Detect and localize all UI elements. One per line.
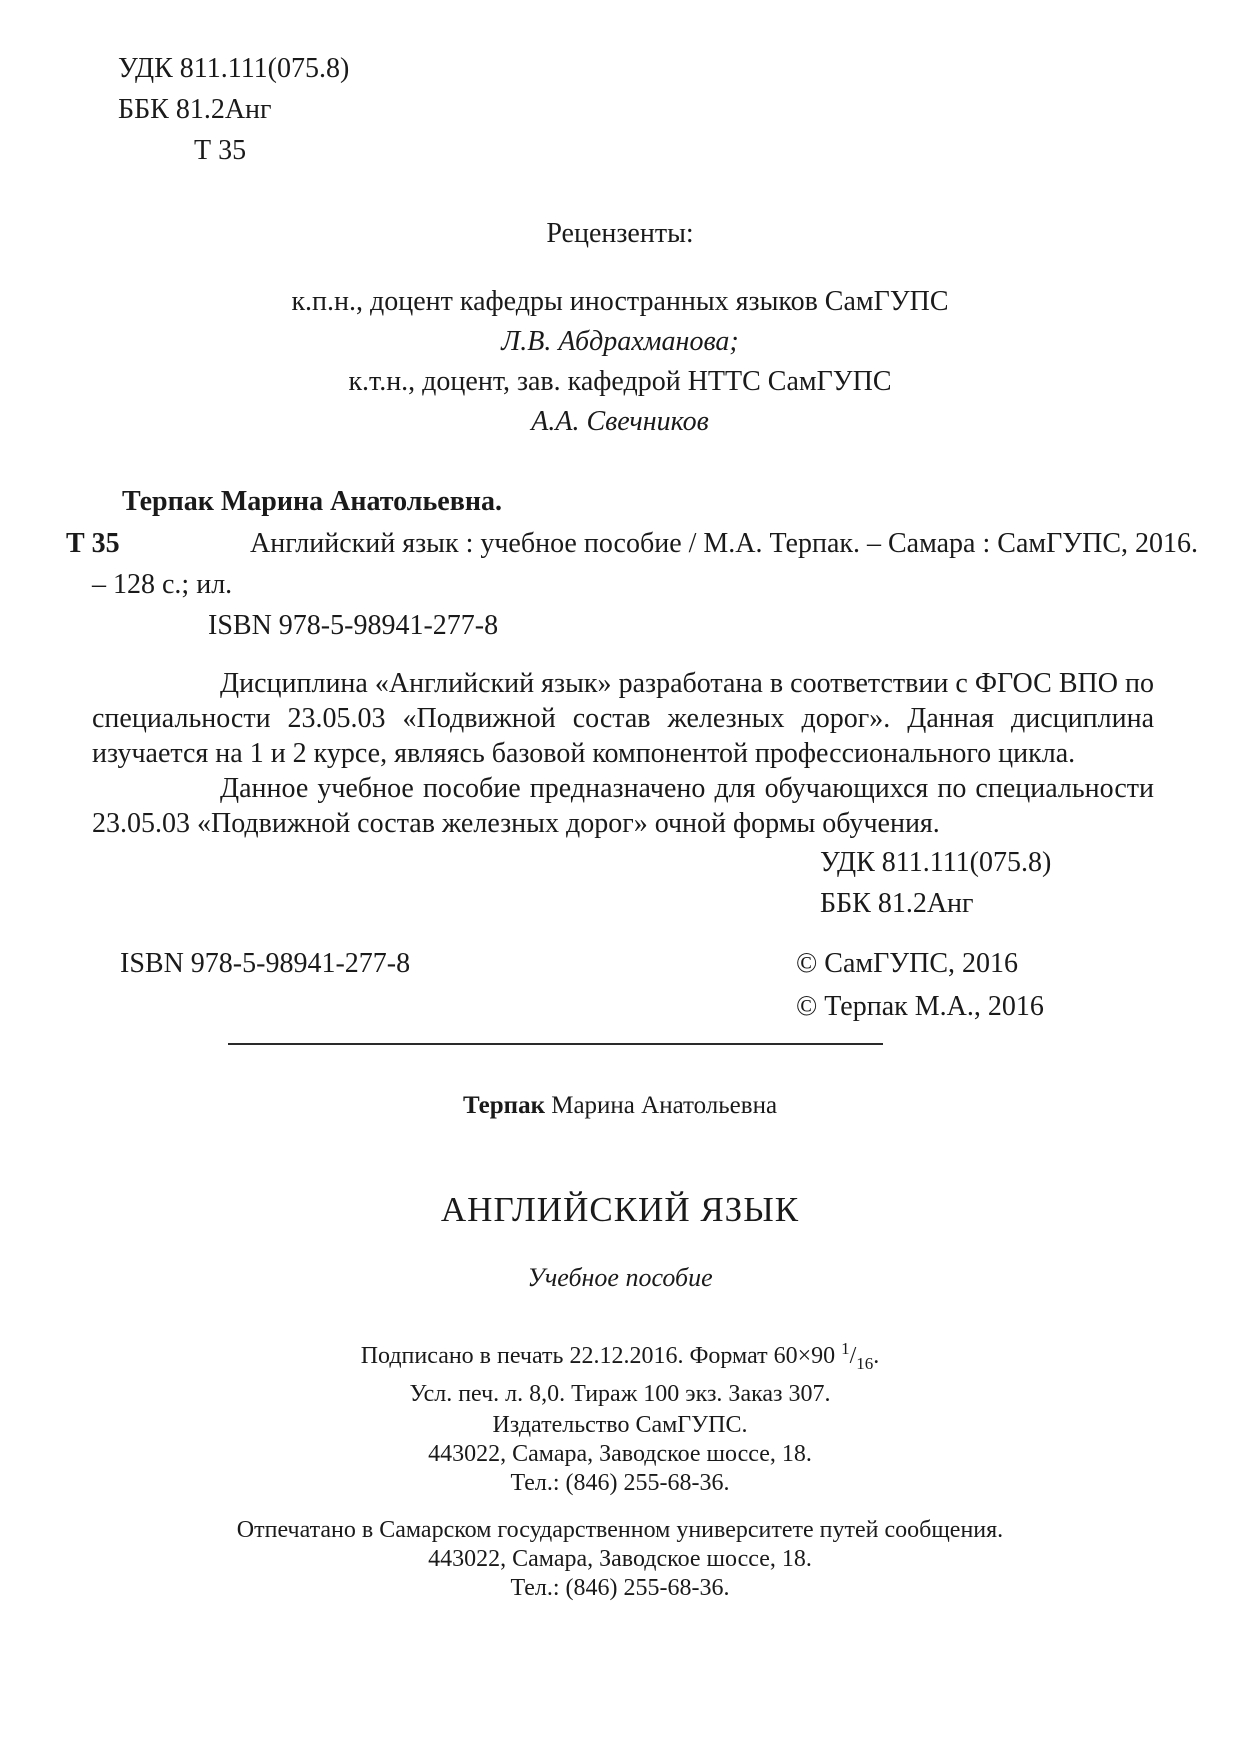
book-subtitle: Учебное пособие (527, 1263, 713, 1292)
print-info-line-1 (0, 1334, 1240, 1379)
publisher-address: 443022, Самара, Заводское шоссе, 18. (428, 1441, 812, 1467)
reviewer-name-1: Л.В. Абдрахманова; (501, 326, 739, 357)
printer-block (0, 1516, 1240, 1603)
isbn-bottom: ISBN 978-5-98941-277-8 (120, 948, 411, 979)
printer-phone: Тел.: (846) 255-68-36. (510, 1575, 730, 1601)
annotation-paragraph-1: Дисциплина «Английский язык» разработана в соответствии с ФГОС ВПО по специальности 23.05.03 «Подвижной состав железных дорог». Данная дисциплина изучается на 1 и 2 курсе, являясь базовой компонентой профессионального цикла. (92, 668, 1154, 769)
reviewer-name-2: А.А. Свечников (531, 406, 709, 437)
print-info-line-2: Усл. печ. л. 8,0. Тираж 100 экз. Заказ 307. (409, 1380, 831, 1407)
reviewer-line-1: к.п.н., доцент кафедры иностранных языков СамГУПС (291, 286, 949, 317)
copyright-publisher: © СамГУПС, 2016 (796, 948, 1019, 979)
print-line-period: . (873, 1343, 880, 1369)
citation-line-2: – 128 с.; ил. (92, 569, 233, 600)
copyright-author: © Терпак М.А., 2016 (796, 991, 1044, 1022)
format-fraction-denominator: 16 (856, 1353, 874, 1373)
colophon-author (0, 1092, 1240, 1120)
printer-address: 443022, Самара, Заводское шоссе, 18. (428, 1546, 812, 1572)
reviewers-list (0, 282, 1240, 442)
annotation-paragraph-2: Данное учебное пособие предназначено для обучающихся по специальности 23.05.03 «Подвижной состав железных дорог» очной формы обучения. (92, 773, 1154, 839)
author-sign-top: Т 35 (194, 135, 247, 166)
print-info (0, 1334, 1240, 1409)
catalog-codes-bottom (820, 842, 1051, 924)
publisher-phone: Тел.: (846) 255-68-36. (510, 1470, 730, 1496)
catalog-codes-top (118, 48, 349, 171)
reviewers-heading: Рецензенты: (546, 218, 694, 249)
citation-line-1: Английский язык : учебное пособие / М.А. Терпак. – Самара : СамГУПС, 2016. (250, 528, 1198, 559)
author-sign-margin: Т 35 (66, 528, 120, 559)
publisher-block (0, 1411, 1240, 1498)
isbn-top: ISBN 978-5-98941-277-8 (208, 610, 499, 641)
reviewer-line-2: к.т.н., доцент, зав. кафедрой НТТС СамГУПС (348, 366, 892, 397)
print-date-format: Подписано в печать 22.12.2016. Формат 60×90 (360, 1343, 842, 1369)
format-fraction-slash: / (849, 1343, 857, 1369)
divider-line (228, 1043, 883, 1045)
colophon-author-surname: Терпак (462, 1092, 545, 1119)
bbk-code-bottom: ББК 81.2Анг (820, 888, 974, 919)
format-fraction-numerator: 1 (841, 1339, 850, 1358)
colophon-author-rest: Марина Анатольевна (544, 1092, 778, 1119)
publisher-name: Издательство СамГУПС. (492, 1412, 748, 1438)
citation-author: Терпак Марина Анатольевна. (122, 486, 502, 517)
book-title: АНГЛИЙСКИЙ ЯЗЫК (440, 1190, 800, 1229)
udk-code-bottom: УДК 811.111(075.8) (820, 847, 1052, 878)
bbk-code-top: ББК 81.2Анг (118, 94, 272, 125)
udk-code-top: УДК 811.111(075.8) (118, 53, 350, 84)
printer-name: Отпечатано в Самарском государственном университете путей сообщения. (236, 1517, 1004, 1543)
